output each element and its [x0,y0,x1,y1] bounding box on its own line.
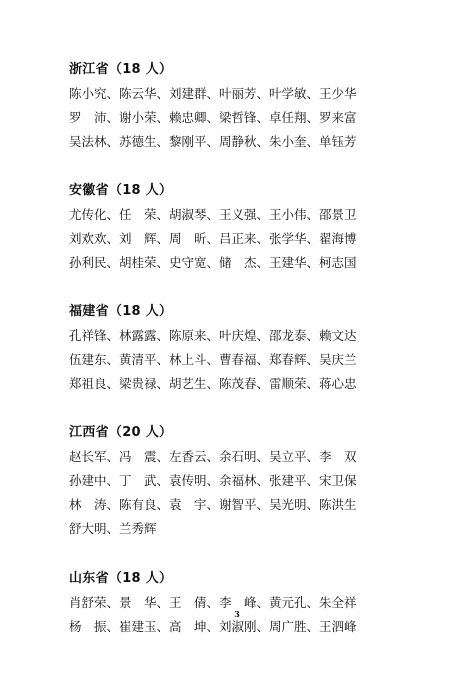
name-list-line: 郑祖良、梁贵禄、胡艺生、陈茂春、雷顺荣、蒋心忠 [69,376,357,391]
name-list-line: 赵长军、冯 震、左香云、余石明、吴立平、李 双 [69,449,357,464]
name-list-line: 刘欢欢、刘 辉、周 昕、吕正来、张学华、翟海博 [69,231,357,246]
section-heading: 江西省（20 人） [69,425,173,440]
name-list-line: 舒大明、兰秀辉 [69,521,157,536]
name-list-line: 伍建东、黄清平、林上斗、曹春福、郑春辉、吴庆兰 [69,352,357,367]
name-list-line: 孙利民、胡桂荣、史守宽、储 杰、王建华、柯志国 [69,255,357,270]
name-list-line: 杨 振、崔建玉、高 坤、刘淑刚、周广胜、王泗峰 [69,619,357,634]
section-heading: 安徽省（18 人） [69,183,173,198]
section-heading: 浙江省（18 人） [69,62,173,77]
section-shandong [69,567,409,639]
name-list-line: 吴法林、苏德生、黎刚平、周静秋、朱小奎、单钰芳 [69,134,357,149]
name-list-line: 尤传化、任 荣、胡淑琴、王义强、王小伟、邵景卫 [69,207,357,222]
section-fujian [69,300,409,396]
page-number: 3 [234,609,240,619]
name-list-line: 肖舒荣、景 华、王 倩、李 峰、黄元孔、朱全祥 [69,595,357,610]
section-heading: 山东省（18 人） [69,571,173,586]
section-anhui [69,179,409,275]
section-jiangxi [69,421,409,541]
document-content [69,58,409,664]
name-list-line: 孔祥锋、林露露、陈原来、叶庆煌、邵龙泰、赖文达 [69,328,357,343]
section-zhejiang [69,58,409,154]
section-heading: 福建省（18 人） [69,304,173,319]
name-list-line: 罗 沛、谢小荣、赖忠卿、梁哲锋、卓任翔、罗来富 [69,110,357,125]
name-list-line: 陈小究、陈云华、刘建群、叶丽芳、叶学敏、王少华 [69,86,357,101]
name-list-line: 孙建中、丁 武、袁传明、余福林、张建平、宋卫保 [69,473,357,488]
name-list-line: 林 涛、陈有良、袁 宇、谢智平、吴光明、陈洪生 [69,497,357,512]
